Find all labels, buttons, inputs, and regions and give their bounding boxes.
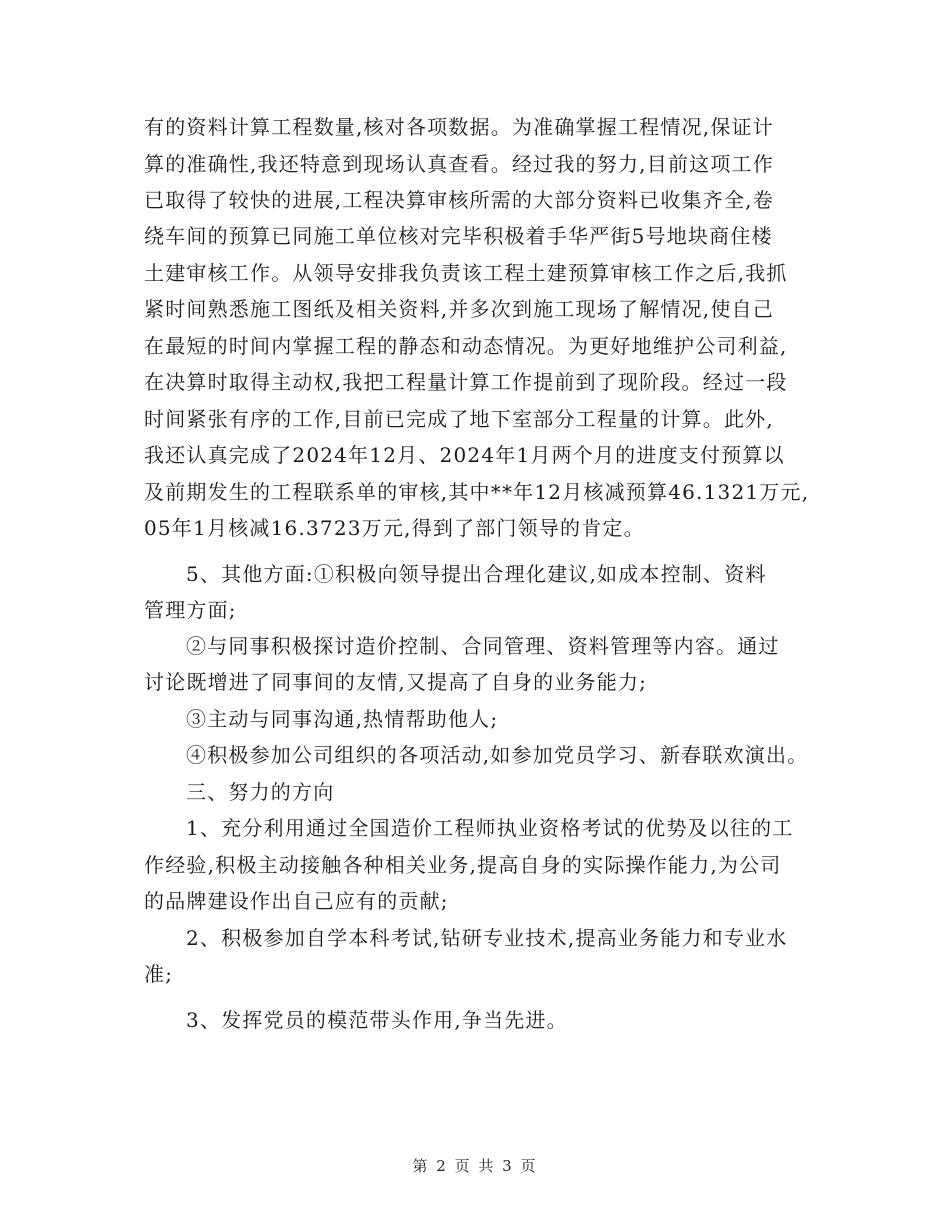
page-number-footer: 第 2 页 共 3 页 [412,1157,538,1175]
text-line: ②与同事积极探讨造价控制、合同管理、资料管理等内容。通过 [186,634,780,658]
text-line: 的品牌建设作出自己应有的贡献; [144,889,449,913]
text-line: 2、积极参加自学本科考试,钻研专业技术,提高业务能力和专业水 [186,926,788,950]
text-line: 准; [144,962,174,986]
text-line: 算的准确性,我还特意到现场认真查看。经过我的努力,目前这项工作 [144,152,774,176]
text-line: ④积极参加公司组织的各项活动,如参加党员学习、新春联欢演出。 [186,743,809,767]
text-line: 5、其他方面:①积极向领导提出合理化建议,如成本控制、资料 [186,562,767,586]
text-line: 3、发挥党员的模范带头作用,争当先进。 [186,1008,568,1032]
text-line: 作经验,积极主动接触各种相关业务,提高自身的实际操作能力,为公司 [144,853,782,877]
text-line: 及前期发生的工程联系单的审核,其中**年12月核减预算46.1321万元, [144,480,810,504]
text-line: 土建审核工作。从领导安排我负责该工程土建预算审核工作之后,我抓 [144,261,788,285]
text-line: 绕车间的预算已同施工单位核对完毕积极着手华严街5号地块商住楼 [144,224,773,248]
text-line: 讨论既增进了同事间的友情,又提高了自身的业务能力; [144,670,648,694]
text-line: 05年1月核减16.3723万元,得到了部门领导的肯定。 [144,516,645,540]
text-line: 紧时间熟悉施工图纸及相关资料,并多次到施工现场了解情况,使自己 [144,297,774,321]
text-line: 管理方面; [144,598,237,622]
section-heading: 三、努力的方向 [186,780,335,804]
text-line: 时间紧张有序的工作,目前已完成了地下室部分工程量的计算。此外, [144,407,774,431]
text-line: 1、充分利用通过全国造价工程师执业资格考试的优势及以往的工 [186,816,794,840]
text-line: 在最短的时间内掌握工程的静态和动态情况。为更好地维护公司利益, [144,334,788,358]
text-line: ③主动与同事沟通,热情帮助他人; [186,707,499,731]
text-line: 有的资料计算工程数量,核对各项数据。为准确掌握工程情况,保证计 [144,115,774,139]
text-line: 已取得了较快的进展,工程决算审核所需的大部分资料已收集齐全,卷 [144,188,774,212]
text-line: 我还认真完成了2024年12月、2024年1月两个月的进度支付预算以 [144,443,785,467]
text-line: 在决算时取得主动权,我把工程量计算工作提前到了现阶段。经过一段 [144,370,788,394]
